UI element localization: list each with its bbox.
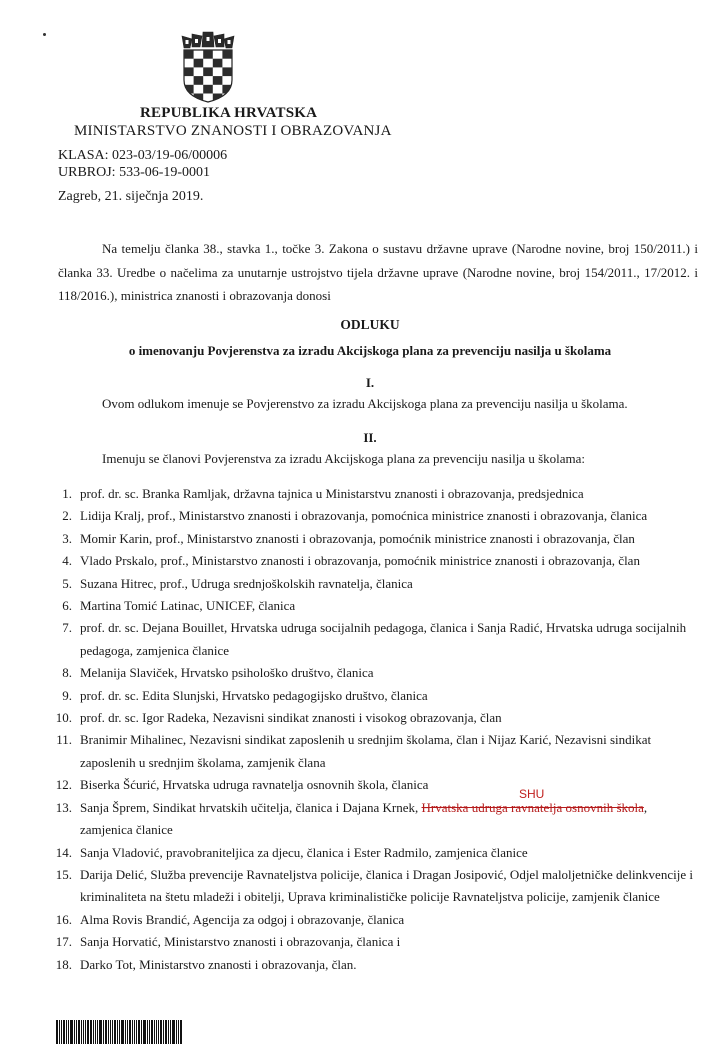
member-text: prof. dr. sc. Branka Ramljak, državna tajnica u Ministarstvu znanosti i obrazovanja, predsjednica [80,486,584,501]
member-number: 12. [55,777,72,793]
legal-basis-paragraph [58,237,698,308]
committee-member-list [55,483,698,976]
barcode-bar [66,1020,67,1044]
barcode-bar [149,1020,150,1044]
barcode-bar [95,1020,96,1044]
barcode-bar [127,1020,128,1044]
barcode-bar [129,1020,131,1044]
reference-block [58,147,227,181]
decision-title: ODLUKU [340,317,400,332]
member-text: Suzana Hitrec, prof., Udruga srednjoškolskih ravnatelja, članica [80,575,413,591]
barcode-bar [85,1020,86,1044]
barcode-bar [141,1020,142,1044]
barcode-bar [59,1020,60,1044]
barcode-icon [56,1020,183,1044]
barcode-bar [78,1020,80,1044]
member-number: 2. [62,508,72,524]
barcode-bar [138,1020,140,1044]
member-number: 4. [62,553,72,569]
member-text: Biserka Šćurić, Hrvatska udruga ravnatelja osnovnih škola, članica [80,777,429,793]
barcode-bar [81,1020,82,1044]
member-item [58,617,698,662]
barcode-bar [99,1020,102,1044]
member-item [55,931,698,953]
section-2-text: Imenuju se članovi Povjerenstva za izradu Akcijskoga plana za prevenciju nasilja u školama: [102,451,586,466]
member-number: 9. [62,687,72,703]
member-number: 18. [55,956,72,972]
member-text: Branimir Mihalinec, Nezavisni sindikat zaposlenih u srednjim školama, član i Nijaz Karić, Nezavisni sindikat zaposlenih u srednjim školama, zamjenik člana [80,732,652,770]
barcode-bar [121,1020,124,1044]
barcode-bar [105,1020,107,1044]
barcode-bar [170,1020,171,1044]
republic-name: REPUBLIKA HRVATSKA [140,105,318,121]
barcode-bar [90,1020,92,1044]
member-item [58,505,698,527]
member-text: Darija Delić, Služba prevencije Ravnateljstva policije, članica i Dragan Josipović, Odjel maloljetničke delinkvencije i kriminaliteta na štetu mladeži i obitelji, Uprava kriminalističke policije Ravnateljstva policije, zamjenik članice [80,866,693,905]
barcode-bar [87,1020,89,1044]
member-item [58,573,698,595]
barcode-bar [74,1020,75,1044]
member-text: prof. dr. sc. Dejana Bouillet, Hrvatska udruga socijalnih pedagoga, članica i Sanja Radić, Hrvatska udruga socijalnih pedagoga, zamjenica članice [80,620,687,658]
member-text: prof. dr. sc. Edita Slunjski, Hrvatsko pedagogijsko društvo, članica [80,687,428,703]
member-number: 14. [55,844,72,860]
barcode-bar [70,1020,73,1044]
member-number: 1. [62,486,72,501]
member-item [58,662,698,684]
member-number: 5. [62,575,72,591]
barcode-bar [93,1020,94,1044]
member-text: Momir Karin, prof., Ministarstvo znanosti i obrazovanja, pomoćnik ministrice znanosti i obrazovanja, član [80,530,635,546]
member-item [55,954,698,976]
member-number: 8. [62,665,72,681]
member-item [58,550,698,572]
letterhead [74,104,392,140]
member-number: 3. [62,530,72,546]
barcode-bar [56,1020,58,1044]
member-item [58,483,698,505]
member-text: Melanija Slaviček, Hrvatsko psihološko društvo, članica [80,665,374,681]
section-1-heading: I. [365,375,375,390]
member-text: Sanja Šprem, Sindikat hrvatskih učitelja, članica i Dajana Krnek, [80,799,422,815]
croatian-coat-of-arms-icon [178,30,238,104]
barcode-bar [76,1020,77,1044]
barcode-bar [158,1020,159,1044]
barcode-bar [156,1020,157,1044]
member-number: 7. [62,620,72,636]
member-number: 17. [55,934,72,950]
barcode-bar [147,1020,148,1044]
member-item [55,909,698,931]
member-text: Vlado Prskalo, prof., Ministarstvo znanosti i obrazovanja, pomoćnik ministrice znanosti i obrazovanja, član [80,553,640,569]
klasa-number: KLASA: 023-03/19-06/00006 [58,148,228,163]
barcode-bar [110,1020,111,1044]
barcode-bar [108,1020,109,1044]
member-number: 6. [62,598,72,614]
barcode-bar [151,1020,153,1044]
section-2-heading: II. [363,430,377,445]
struck-out-text: Hrvatska udruga ravnatelja osnovnih škola [421,799,644,815]
barcode-bar [119,1020,120,1044]
barcode-bar [83,1020,84,1044]
barcode-bar [172,1020,175,1044]
member-number: 16. [55,911,72,927]
barcode-bar [163,1020,164,1044]
urbroj-number: URBROJ: 533-06-19-0001 [58,165,211,180]
barcode-bar [63,1020,65,1044]
member-number: 15. [55,866,72,882]
barcode-bar [61,1020,62,1044]
barcode-bar [160,1020,162,1044]
member-item [58,685,698,707]
barcode-bar [165,1020,167,1044]
member-item [55,864,698,909]
barcode-bar [134,1020,135,1044]
decision-subtitle: o imenovanju Povjerenstva za izradu Akcijskoga plana za prevenciju nasilja u školama [128,343,612,358]
barcode-bar [154,1020,155,1044]
member-item [58,528,698,550]
barcode-bar [125,1020,126,1044]
barcode-bar [112,1020,113,1044]
barcode-bar [103,1020,104,1044]
member-text-continued: , zamjenica članice [80,799,648,838]
barcode-bar [178,1020,179,1044]
barcode-bar [176,1020,177,1044]
member-item [58,729,698,774]
member-text: Darko Tot, Ministarstvo znanosti i obrazovanja, član. [80,956,357,972]
barcode-bar [132,1020,133,1044]
member-item [58,595,698,617]
member-number: 13. [55,799,72,815]
barcode-bar [117,1020,118,1044]
member-item [55,774,698,796]
barcode-bar [136,1020,137,1044]
barcode-bar [97,1020,98,1044]
member-text: Sanja Horvatić, Ministarstvo znanosti i obrazovanja, članica i [80,934,401,950]
member-text: Lidija Kralj, prof., Ministarstvo znanosti i obrazovanja, pomoćnica ministrice znanosti i obrazovanja, članica [80,508,648,524]
barcode-bar [143,1020,146,1044]
barcode-bar [114,1020,116,1044]
barcode-bar [168,1020,169,1044]
handwritten-annotation: SHU [519,787,545,801]
legal-basis-text: Na temelju članka 38., stavka 1., točke 3. Zakona o sustavu državne uprave (Narodne novine, broj 150/2011.) i članka 33. Uredbe o načelima za unutarnje ustrojstvo tijela državne uprave (Narodne novine, broj 154/2011., 17/2012. i 118/2016.), ministrica znanosti i obrazovanja donosi [58,241,698,303]
member-item [55,797,698,842]
member-number: 10. [55,710,72,726]
member-text: prof. dr. sc. Igor Radeka, Nezavisni sindikat znanosti i visokog obrazovanja, član [80,710,502,726]
scan-speck [43,33,46,36]
member-text: Martina Tomić Latinac, UNICEF, članica [80,598,296,614]
member-item [55,842,698,864]
member-item [55,707,698,729]
barcode-bar [180,1020,182,1044]
member-text: Alma Rovis Brandić, Agencija za odgoj i obrazovanje, članica [80,911,405,927]
member-number: 11. [56,732,72,748]
document-date: Zagreb, 21. siječnja 2019. [58,189,204,204]
member-text: Sanja Vladović, pravobraniteljica za djecu, članica i Ester Radmilo, zamjenica članice [80,844,528,860]
barcode-bar [68,1020,69,1044]
section-1-text: Ovom odlukom imenuje se Povjerenstvo za izradu Akcijskoga plana za prevenciju nasilja u školama. [102,396,628,411]
ministry-name: MINISTARSTVO ZNANOSTI I OBRAZOVANJA [74,123,392,139]
